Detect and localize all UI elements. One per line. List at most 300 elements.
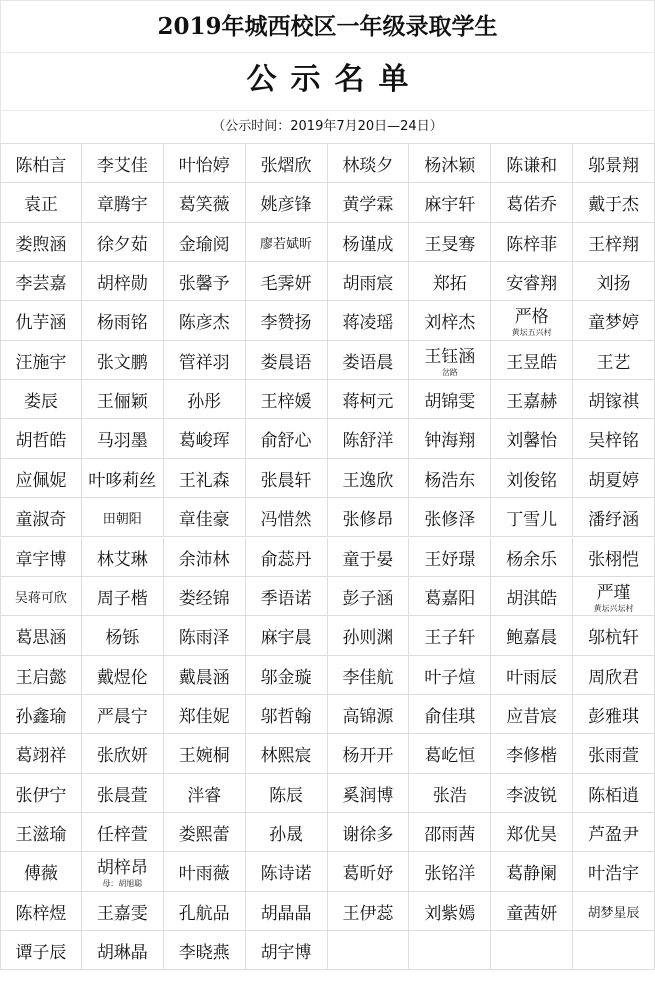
student-name: 胡梓勋: [96, 274, 148, 295]
name-cell: [409, 577, 491, 616]
student-name: 童于晏: [342, 549, 394, 570]
student-name: 陈梓煜: [15, 903, 67, 924]
student-name: 王旻骞: [424, 234, 476, 255]
student-name: 杨雨铭: [96, 313, 148, 334]
student-name: 葛静阑: [506, 864, 558, 885]
name-cell: [328, 616, 410, 655]
name-cell: [573, 656, 655, 695]
student-name: 潘纾涵: [588, 510, 640, 531]
name-cell: [491, 656, 573, 695]
name-cell: [491, 262, 573, 301]
student-name: 刘馨怡: [506, 431, 558, 452]
student-name: 季语诺: [260, 588, 312, 609]
student-name: 管祥羽: [178, 352, 230, 373]
student-name: 胡镓祺: [588, 392, 640, 413]
name-cell: [573, 931, 655, 970]
name-cell: [573, 538, 655, 577]
name-cell: [82, 262, 164, 301]
student-name: 张馨予: [178, 274, 230, 295]
student-name: 孙晟: [269, 824, 304, 845]
student-name: 邬哲翰: [260, 706, 312, 727]
student-name: 胡锦雯: [424, 392, 476, 413]
name-cell: [573, 419, 655, 458]
name-cell: [246, 656, 328, 695]
student-name: 章佳豪: [178, 510, 230, 531]
student-name: 泮睿: [187, 785, 222, 806]
name-cell: [0, 577, 82, 616]
name-cell: [491, 341, 573, 380]
student-name: 李波锐: [506, 785, 558, 806]
name-cell: [0, 223, 82, 262]
student-name: 戴煜伦: [96, 667, 148, 688]
name-cell: [82, 538, 164, 577]
name-cell: [82, 734, 164, 773]
student-name: 陈谦和: [506, 156, 558, 176]
student-name: 杨铄: [105, 628, 140, 649]
student-name: 应昔宸: [506, 706, 558, 727]
student-name: 任梓萱: [96, 824, 148, 845]
name-cell: [409, 931, 491, 970]
name-cell: [573, 498, 655, 537]
name-cell: [0, 616, 82, 655]
name-cell: [491, 695, 573, 734]
student-name: 廖若娬昕: [260, 236, 313, 252]
student-name: 余沛林: [178, 549, 230, 570]
name-cell: [409, 262, 491, 301]
name-cell: [246, 538, 328, 577]
student-name: 葛偌乔: [506, 195, 558, 216]
student-name: 章腾宇: [96, 195, 148, 216]
name-cell: [246, 695, 328, 734]
name-cell: [409, 538, 491, 577]
student-name: 杨浩东: [424, 470, 476, 491]
name-cell: [328, 183, 410, 222]
name-cell: [0, 341, 82, 380]
student-name: 王滋瑜: [15, 824, 67, 845]
student-name: 汪施宇: [15, 352, 67, 373]
title-divider: [0, 52, 655, 53]
name-cell: [82, 301, 164, 340]
name-cell: [409, 419, 491, 458]
student-name: 刘梓杰: [424, 313, 476, 334]
student-name: 娄煦涵: [15, 234, 67, 255]
name-cell: [164, 183, 246, 222]
name-cell: [0, 813, 82, 852]
name-cell: [573, 144, 655, 183]
student-name: 王梓媛: [260, 392, 312, 413]
student-name: 杨谨成: [342, 234, 394, 255]
name-cell: [573, 734, 655, 773]
student-name: 仇芋涵: [15, 313, 67, 334]
student-name: 严格: [514, 307, 549, 328]
student-name: 傅薇: [23, 864, 58, 885]
student-name: 王子轩: [424, 628, 476, 649]
name-cell: [491, 852, 573, 891]
name-cell: [0, 459, 82, 498]
name-cell: [0, 538, 82, 577]
student-name: 鲍嘉晨: [506, 628, 558, 649]
name-cell: [0, 301, 82, 340]
student-name: 叶怡婷: [178, 156, 230, 176]
student-name: 彭子涵: [342, 588, 394, 609]
student-name: 吴梓铭: [588, 431, 640, 452]
name-cell: [246, 813, 328, 852]
name-cell: [82, 774, 164, 813]
name-cell: [246, 223, 328, 262]
student-name: 陈舒洋: [342, 431, 394, 452]
student-name: 周欣君: [588, 667, 640, 688]
name-cell: [328, 538, 410, 577]
student-name: 戴晨涵: [178, 667, 230, 688]
name-cell: [82, 183, 164, 222]
student-name: 马羽墨: [96, 431, 148, 452]
name-cell: [246, 577, 328, 616]
student-name: 邬杭轩: [588, 628, 640, 649]
name-cell: [573, 459, 655, 498]
name-cell: [409, 616, 491, 655]
name-cell: [164, 341, 246, 380]
student-name: 戴于杰: [588, 195, 640, 216]
name-cell: [491, 301, 573, 340]
student-name: 张欣妍: [96, 746, 148, 767]
student-name: 娄晨语: [260, 352, 312, 373]
student-name: 蒋柯元: [342, 392, 394, 413]
name-cell: [82, 380, 164, 419]
name-cell: [573, 695, 655, 734]
student-name: 李芸嘉: [15, 274, 67, 295]
name-cell: [409, 774, 491, 813]
student-name: 叶哆莉丝: [88, 470, 157, 491]
student-name: 张铭洋: [424, 864, 476, 885]
name-cell: [573, 577, 655, 616]
student-name: 蒋凌瑶: [342, 313, 394, 334]
student-name: 娄熙蕾: [178, 824, 230, 845]
name-cell: [573, 380, 655, 419]
name-cell: [246, 852, 328, 891]
student-name: 李修楷: [506, 746, 558, 767]
student-name: 王嘉赫: [506, 392, 558, 413]
name-cell: [82, 341, 164, 380]
student-name: 高锦源: [342, 706, 394, 727]
student-name: 周子楷: [96, 588, 148, 609]
student-name: 黄学霖: [342, 195, 394, 216]
name-cell: [328, 341, 410, 380]
student-name: 袁正: [23, 195, 58, 216]
student-name: 邬景翔: [588, 156, 640, 176]
name-cell: [82, 616, 164, 655]
student-name: 邬金璇: [260, 667, 312, 688]
name-cell: [164, 498, 246, 537]
student-name: 俞蕊丹: [260, 549, 312, 570]
student-name: 谢徐多: [342, 824, 394, 845]
student-name: 郑佳妮: [178, 706, 230, 727]
name-cell: [0, 892, 82, 931]
name-cell: [82, 223, 164, 262]
student-name: 陈栢逍: [588, 785, 640, 806]
name-cell: [164, 734, 246, 773]
name-cell: [573, 852, 655, 891]
student-name: 张修泽: [424, 510, 476, 531]
name-cell: [328, 852, 410, 891]
name-cell: [409, 341, 491, 380]
name-cell: [0, 774, 82, 813]
student-name: 陈梓菲: [506, 234, 558, 255]
student-name: 冯惜然: [260, 510, 312, 531]
student-name: 张文鹏: [96, 352, 148, 373]
name-cell: [328, 223, 410, 262]
name-cell: [409, 183, 491, 222]
student-name: 彭雅琪: [588, 706, 640, 727]
student-name: 吴蒋可欣: [14, 590, 67, 606]
subtitle-divider: [0, 110, 655, 111]
student-name: 张晨萱: [96, 785, 148, 806]
name-cell: [409, 734, 491, 773]
name-cell: [328, 656, 410, 695]
student-name: 叶雨辰: [506, 667, 558, 688]
student-name: 叶子煊: [424, 667, 476, 688]
name-cell: [491, 577, 573, 616]
name-cell: [491, 734, 573, 773]
name-cell: [409, 656, 491, 695]
name-cell: [0, 498, 82, 537]
student-name: 陈雨泽: [178, 628, 230, 649]
name-cell: [164, 931, 246, 970]
name-cell: [82, 577, 164, 616]
name-cell: [164, 892, 246, 931]
name-cell: [164, 262, 246, 301]
student-name: 胡哲皓: [15, 431, 67, 452]
name-cell: [409, 813, 491, 852]
student-name: 林熙宸: [260, 746, 312, 767]
name-cell: [409, 695, 491, 734]
student-name: 刘扬: [596, 274, 631, 295]
student-name: 邵雨茜: [424, 824, 476, 845]
student-name: 郑优昊: [506, 824, 558, 845]
name-cell: [491, 616, 573, 655]
name-cell: [82, 813, 164, 852]
name-cell: [573, 341, 655, 380]
name-cell: [164, 813, 246, 852]
name-cell: [0, 656, 82, 695]
name-cell: [491, 223, 573, 262]
student-name: 陈诗诺: [260, 864, 312, 885]
student-name: 林琰夕: [342, 156, 394, 176]
student-name: 胡淇皓: [506, 588, 558, 609]
student-name: 谭子辰: [15, 943, 67, 963]
name-cell: [0, 419, 82, 458]
student-name: 杨沐颖: [424, 156, 476, 176]
name-cell: [491, 419, 573, 458]
name-cell: [246, 931, 328, 970]
student-note: 黄坛五兴村: [511, 328, 552, 338]
student-name: 孙彤: [187, 392, 222, 413]
name-cell: [246, 734, 328, 773]
student-name: 孙鑫瑜: [15, 706, 67, 727]
name-cell: [573, 262, 655, 301]
student-name: 李佳航: [342, 667, 394, 688]
name-cell: [573, 813, 655, 852]
student-name: 陈辰: [269, 785, 304, 806]
name-cell: [409, 144, 491, 183]
student-name: 田朝阳: [102, 512, 142, 528]
student-name: 严晨宁: [96, 706, 148, 727]
name-cell: [246, 301, 328, 340]
name-cell: [164, 616, 246, 655]
name-cell: [164, 380, 246, 419]
name-cell: [246, 616, 328, 655]
publication-period: （公示时间：2019年7月20日—24日）: [0, 110, 655, 144]
name-cell: [328, 262, 410, 301]
name-cell: [0, 183, 82, 222]
name-cell: [82, 656, 164, 695]
name-cell: [491, 498, 573, 537]
name-cell: [164, 538, 246, 577]
student-name: 奚润博: [342, 785, 394, 806]
student-name: 杨开开: [342, 746, 394, 767]
name-cell: [246, 459, 328, 498]
student-name: 杨余乐: [506, 549, 558, 570]
student-name: 张浩: [432, 785, 467, 806]
student-name: 葛昕妤: [342, 864, 394, 885]
student-name: 叶浩宇: [588, 864, 640, 885]
name-cell: [328, 774, 410, 813]
student-name: 王妤璟: [424, 549, 476, 570]
name-cell: [246, 380, 328, 419]
name-cell: [164, 419, 246, 458]
name-cell: [246, 183, 328, 222]
student-name: 麻宇轩: [424, 195, 476, 216]
name-cell: [409, 223, 491, 262]
name-cell: [82, 852, 164, 891]
name-cell: [328, 498, 410, 537]
name-cell: [491, 144, 573, 183]
student-name: 胡晶晶: [260, 903, 312, 924]
student-name: 王梓翔: [588, 234, 640, 255]
student-name: 麻宇晨: [260, 628, 312, 649]
name-cell: [328, 695, 410, 734]
name-cell: [491, 813, 573, 852]
name-cell: [0, 262, 82, 301]
student-name: 孔航品: [178, 903, 230, 924]
student-name: 李艾佳: [96, 156, 148, 176]
name-cell: [246, 144, 328, 183]
name-cell: [164, 144, 246, 183]
student-name: 王礼森: [178, 470, 230, 491]
student-name: 娄经锦: [178, 588, 230, 609]
student-note: 黄坛兴坛村: [593, 603, 634, 613]
student-name: 王钰涵: [424, 346, 476, 367]
student-name: 丁雪儿: [506, 510, 558, 531]
name-cell: [246, 498, 328, 537]
name-cell: [409, 852, 491, 891]
student-name: 李赞扬: [260, 313, 312, 334]
name-cell: [328, 813, 410, 852]
name-cell: [409, 380, 491, 419]
name-cell: [573, 301, 655, 340]
name-cell: [164, 695, 246, 734]
student-name: 胡琳晶: [96, 943, 148, 963]
name-cell: [328, 459, 410, 498]
name-cell: [82, 144, 164, 183]
name-cell: [491, 538, 573, 577]
student-name: 郑拓: [432, 274, 467, 295]
student-name: 童淑奇: [15, 510, 67, 531]
name-cell: [328, 931, 410, 970]
student-name: 王逸欣: [342, 470, 394, 491]
name-cell: [409, 301, 491, 340]
student-name: 葛嘉阳: [424, 588, 476, 609]
student-name: 童梦婷: [588, 313, 640, 334]
student-name: 张伊宁: [15, 785, 67, 806]
student-name: 王俪颖: [96, 392, 148, 413]
name-cell: [573, 774, 655, 813]
student-name: 张熠欣: [260, 156, 312, 176]
student-name: 芦盈尹: [588, 824, 640, 845]
name-cell: [328, 892, 410, 931]
student-note: 母：胡旭聪: [102, 879, 143, 889]
student-name: 孙则渊: [342, 628, 394, 649]
name-cell: [82, 419, 164, 458]
name-cell: [82, 892, 164, 931]
name-cell: [491, 459, 573, 498]
student-name: 陈柏言: [15, 156, 67, 176]
name-cell: [328, 144, 410, 183]
student-name: 王嘉雯: [96, 903, 148, 924]
name-cell: [246, 262, 328, 301]
name-cell: [573, 616, 655, 655]
student-name: 王婉桐: [178, 746, 230, 767]
name-cell: [491, 931, 573, 970]
student-name: 俞佳琪: [424, 706, 476, 727]
name-cell: [82, 931, 164, 970]
student-name: 姚彦锋: [260, 195, 312, 216]
name-cell: [0, 380, 82, 419]
name-table: [0, 144, 655, 1000]
student-name: 胡夏婷: [588, 470, 640, 491]
name-cell: [491, 774, 573, 813]
name-cell: [491, 892, 573, 931]
student-name: 王昱皓: [506, 352, 558, 373]
student-name: 胡雨宸: [342, 274, 394, 295]
student-name: 俞舒心: [260, 431, 312, 452]
student-name: 张雨萱: [588, 746, 640, 767]
name-cell: [164, 577, 246, 616]
student-note: 岔路: [441, 367, 458, 377]
student-name: 徐夕茹: [96, 234, 148, 255]
name-cell: [164, 301, 246, 340]
student-name: 胡梦星辰: [587, 905, 640, 921]
student-name: 刘紫嫣: [424, 903, 476, 924]
student-name: 林艾琳: [96, 549, 148, 570]
name-cell: [164, 774, 246, 813]
name-cell: [246, 892, 328, 931]
name-cell: [491, 380, 573, 419]
student-name: 金瑜阅: [178, 234, 230, 255]
name-cell: [573, 892, 655, 931]
student-name: 童茜妍: [506, 903, 558, 924]
name-cell: [246, 774, 328, 813]
student-name: 娄辰: [23, 392, 58, 413]
name-cell: [573, 183, 655, 222]
subtitle-text: 公示名单: [246, 62, 423, 97]
student-name: 胡梓昂: [96, 858, 148, 879]
student-name: 葛笑薇: [178, 195, 230, 216]
name-cell: [328, 380, 410, 419]
name-cell: [409, 892, 491, 931]
name-cell: [164, 656, 246, 695]
name-cell: [0, 734, 82, 773]
student-name: 张晨轩: [260, 470, 312, 491]
